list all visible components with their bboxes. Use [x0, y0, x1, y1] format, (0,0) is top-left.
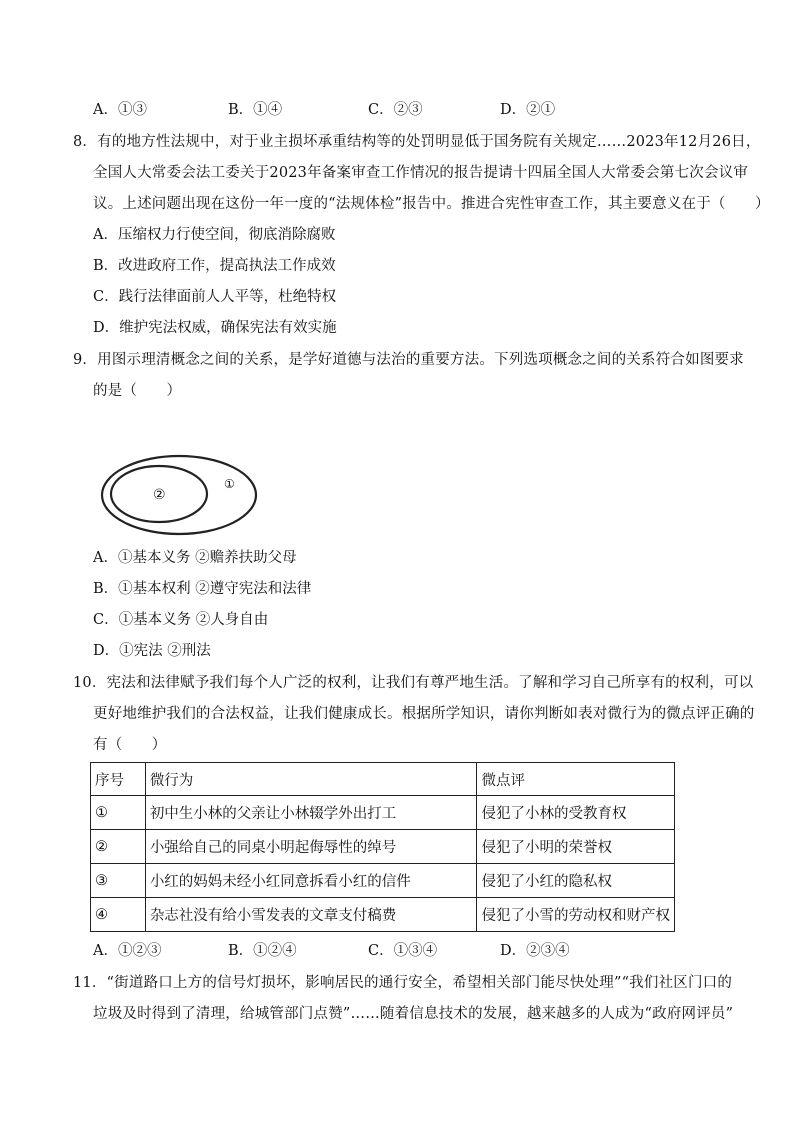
row-behavior: 小强给自己的同桌小明起侮辱性的绰号 — [145, 830, 477, 864]
q9-line-1: 9．用图示理清概念之间的关系，是学好道德与法治的重要方法。下列选项概念之间的关系符合如图要求 — [73, 352, 744, 368]
row-behavior: 小红的妈妈未经小红同意拆看小红的信件 — [145, 864, 477, 898]
q7-option-b: B．①④ — [228, 102, 283, 118]
row-comment: 侵犯了小林的受教育权 — [477, 796, 675, 830]
q8-choice-c: C．践行法律面前人人平等，杜绝特权 — [93, 289, 337, 305]
q7-option-a: A．①③ — [93, 102, 147, 118]
q7-option-c: C．②③ — [368, 102, 423, 118]
table-row — [91, 864, 675, 898]
q8-line-2: 全国人大常委会法工委关于2023年备案审查工作情况的报告提请十四届全国人大常委会第七次会议审 — [93, 165, 749, 181]
header-behavior: 微行为 — [145, 763, 477, 796]
q11-line-2: 垃圾及时得到了清理，给城管部门点赞”……随着信息技术的发展，越来越多的人成为“政府网评员” — [93, 1006, 734, 1022]
q10-option-b: B．①②④ — [228, 943, 297, 959]
q8-line-3: 议。上述问题出现在这份一年一度的“法规体检”报告中。推进合宪性审查工作，其主要意义在于（ ） — [93, 196, 770, 212]
q7-option-d: D．②① — [500, 102, 556, 118]
row-comment: 侵犯了小明的荣誉权 — [477, 830, 675, 864]
q10-line-3: 有（ ） — [93, 737, 167, 753]
q11-line-1: 11．“街道路口上方的信号灯损坏，影响居民的通行安全，希望相关部门能尽快处理”“我们社区门口的 — [73, 975, 733, 991]
header-number: 序号 — [91, 763, 146, 796]
inner-label: ② — [153, 487, 166, 503]
row-number: ② — [91, 830, 146, 864]
q10-option-c: C．①③④ — [368, 943, 438, 959]
table-row — [91, 796, 675, 830]
header-comment: 微点评 — [477, 763, 675, 796]
q8-line-1: 8．有的地方性法规中，对于业主损坏承重结构等的处罚明显低于国务院有关规定……2023年12月26日， — [73, 134, 761, 150]
concept-diagram — [100, 452, 270, 538]
row-number: ① — [91, 796, 146, 830]
q10-line-1: 10．宪法和法律赋予我们每个人广泛的权利，让我们有尊严地生活。了解和学习自己所享有的权利，可以 — [73, 675, 754, 691]
table-row — [91, 830, 675, 864]
q10-option-d: D．②③④ — [500, 943, 570, 959]
q8-choice-d: D．维护宪法权威，确保宪法有效实施 — [93, 320, 337, 336]
q8-choice-b: B．改进政府工作，提高执法工作成效 — [93, 258, 336, 274]
q9-choice-b: B．①基本权利 ②遵守宪法和法律 — [93, 581, 312, 597]
row-number: ④ — [91, 898, 146, 932]
q9-choice-c: C．①基本义务 ②人身自由 — [93, 612, 269, 628]
outer-label: ① — [224, 477, 235, 491]
q10-line-2: 更好地维护我们的合法权益，让我们健康成长。根据所学知识，请你判断如表对微行为的微点评正确的 — [93, 706, 755, 722]
row-behavior: 杂志社没有给小雪发表的文章支付稿费 — [145, 898, 477, 932]
table-row — [91, 898, 675, 932]
q10-option-a: A．①②③ — [93, 943, 162, 959]
row-number: ③ — [91, 864, 146, 898]
row-comment: 侵犯了小雪的劳动权和财产权 — [477, 898, 675, 932]
micro-behavior-table — [90, 762, 675, 932]
table-header-row — [91, 763, 675, 796]
q9-line-2: 的是（ ） — [93, 383, 182, 399]
q9-choice-d: D．①宪法 ②刑法 — [93, 643, 211, 659]
row-behavior: 初中生小林的父亲让小林辍学外出打工 — [145, 796, 477, 830]
q9-choice-a: A．①基本义务 ②赡养扶助父母 — [93, 550, 297, 566]
row-comment: 侵犯了小红的隐私权 — [477, 864, 675, 898]
q8-choice-a: A．压缩权力行使空间，彻底消除腐败 — [93, 227, 336, 243]
